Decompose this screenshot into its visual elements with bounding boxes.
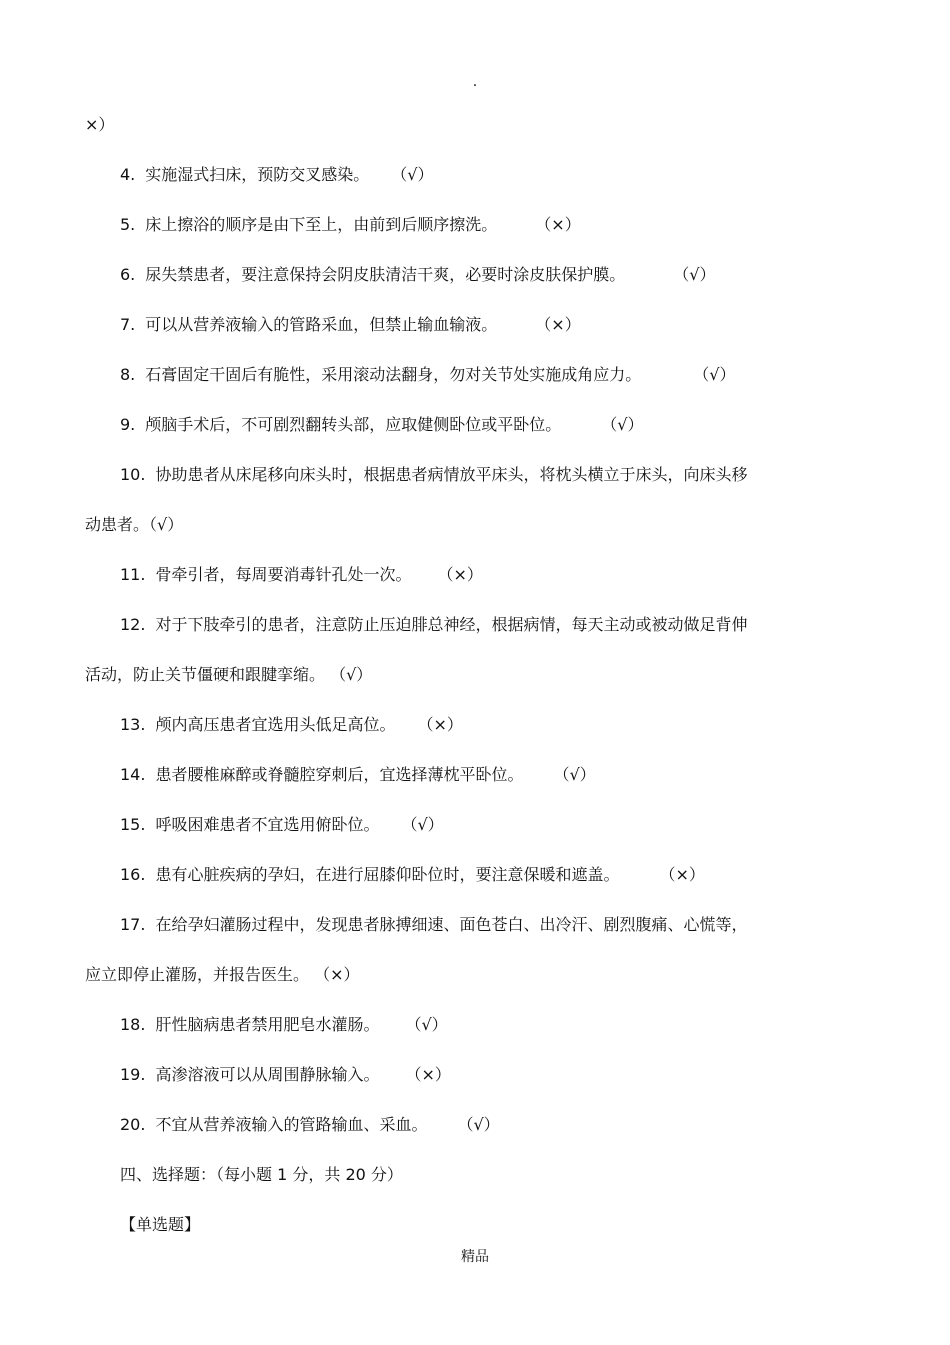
question-number: 7. xyxy=(120,315,136,334)
question-number: 12. xyxy=(120,615,146,634)
question-item xyxy=(85,250,825,300)
question-number: 14. xyxy=(120,765,146,784)
question-item xyxy=(85,1100,825,1150)
question-text: 对于下肢牵引的患者，注意防止压迫腓总神经，根据病情，每天主动或被动做足背伸 xyxy=(155,615,748,634)
answer-mark: （√） xyxy=(457,1115,500,1134)
question-text: 肝性脑病患者禁用肥皂水灌肠。 xyxy=(155,1015,380,1034)
question-text: 尿失禁患者，要注意保持会阴皮肤清洁干爽，必要时涂皮肤保护膜。 xyxy=(145,265,626,284)
page-footer: 精品 xyxy=(461,1249,489,1265)
question-item xyxy=(85,400,825,450)
question-item xyxy=(85,1000,825,1050)
question-text: 实施湿式扫床，预防交叉感染。 xyxy=(145,165,370,184)
question-item xyxy=(85,1050,825,1100)
document-body xyxy=(85,100,825,1250)
question-item xyxy=(85,700,825,750)
question-text: 协助患者从床尾移向床头时，根据患者病情放平床头，将枕头横立于床头，向床头移 xyxy=(155,465,748,484)
continuation-line: ×） xyxy=(85,115,115,134)
answer-mark: （×） xyxy=(437,565,483,584)
question-number: 13. xyxy=(120,715,146,734)
answer-mark: （×） xyxy=(535,315,581,334)
question-number: 9. xyxy=(120,415,136,434)
question-number: 19. xyxy=(120,1065,146,1084)
question-item xyxy=(85,350,825,400)
answer-mark: （√） xyxy=(401,815,444,834)
answer-mark: （×） xyxy=(417,715,463,734)
question-number: 16. xyxy=(120,865,146,884)
answer-mark: （√） xyxy=(405,1015,448,1034)
section-heading: 【单选题】 xyxy=(120,1215,201,1234)
continuation-line: 活动，防止关节僵硬和跟腱挛缩。 （√） xyxy=(85,665,373,684)
question-text: 患有心脏疾病的孕妇，在进行屈膝仰卧位时，要注意保暖和遮盖。 xyxy=(155,865,620,884)
section-heading: 四、选择题：（每小题 1 分，共 20 分） xyxy=(120,1165,403,1184)
question-number: 8. xyxy=(120,365,136,384)
continuation-line: 应立即停止灌肠，并报告医生。 （×） xyxy=(85,965,360,984)
continuation-line: 动患者。（√） xyxy=(85,515,184,534)
question-item xyxy=(85,850,825,900)
question-number: 6. xyxy=(120,265,136,284)
question-number: 11. xyxy=(120,565,146,584)
answer-mark: （√） xyxy=(391,165,434,184)
question-text: 患者腰椎麻醉或脊髓腔穿刺后，宜选择薄枕平卧位。 xyxy=(155,765,524,784)
question-item xyxy=(85,800,825,850)
question-number: 15. xyxy=(120,815,146,834)
question-text: 可以从营养液输入的管路采血，但禁止输血输液。 xyxy=(145,315,498,334)
header-dot: . xyxy=(472,74,478,90)
question-text: 颅内高压患者宜选用头低足高位。 xyxy=(155,715,396,734)
question-text: 骨牵引者，每周要消毒针孔处一次。 xyxy=(155,565,412,584)
answer-mark: （√） xyxy=(673,265,716,284)
question-item xyxy=(85,200,825,250)
question-item xyxy=(85,900,825,950)
answer-mark: （×） xyxy=(535,215,581,234)
question-number: 17. xyxy=(120,915,146,934)
question-item xyxy=(85,750,825,800)
answer-mark: （×） xyxy=(405,1065,451,1084)
question-text: 床上擦浴的顺序是由下至上，由前到后顺序擦洗。 xyxy=(145,215,498,234)
question-number: 10. xyxy=(120,465,146,484)
question-text: 颅脑手术后，不可剧烈翻转头部，应取健侧卧位或平卧位。 xyxy=(145,415,562,434)
question-text: 高渗溶液可以从周围静脉输入。 xyxy=(155,1065,380,1084)
answer-mark: （√） xyxy=(601,415,644,434)
question-text: 在给孕妇灌肠过程中，发现患者脉搏细速、面色苍白、出冷汗、剧烈腹痛、心慌等， xyxy=(155,915,748,934)
question-item xyxy=(85,600,825,650)
answer-mark: （√） xyxy=(693,365,736,384)
question-number: 5. xyxy=(120,215,136,234)
question-number: 20. xyxy=(120,1115,146,1134)
question-number: 4. xyxy=(120,165,136,184)
question-text: 呼吸困难患者不宜选用俯卧位。 xyxy=(155,815,380,834)
answer-mark: （×） xyxy=(659,865,705,884)
question-item xyxy=(85,550,825,600)
question-item xyxy=(85,150,825,200)
question-text: 石膏固定干固后有脆性，采用滚动法翻身，勿对关节处实施成角应力。 xyxy=(145,365,642,384)
question-text: 不宜从营养液输入的管路输血、采血。 xyxy=(155,1115,428,1134)
answer-mark: （√） xyxy=(553,765,596,784)
question-number: 18. xyxy=(120,1015,146,1034)
question-item xyxy=(85,300,825,350)
question-item xyxy=(85,450,825,500)
